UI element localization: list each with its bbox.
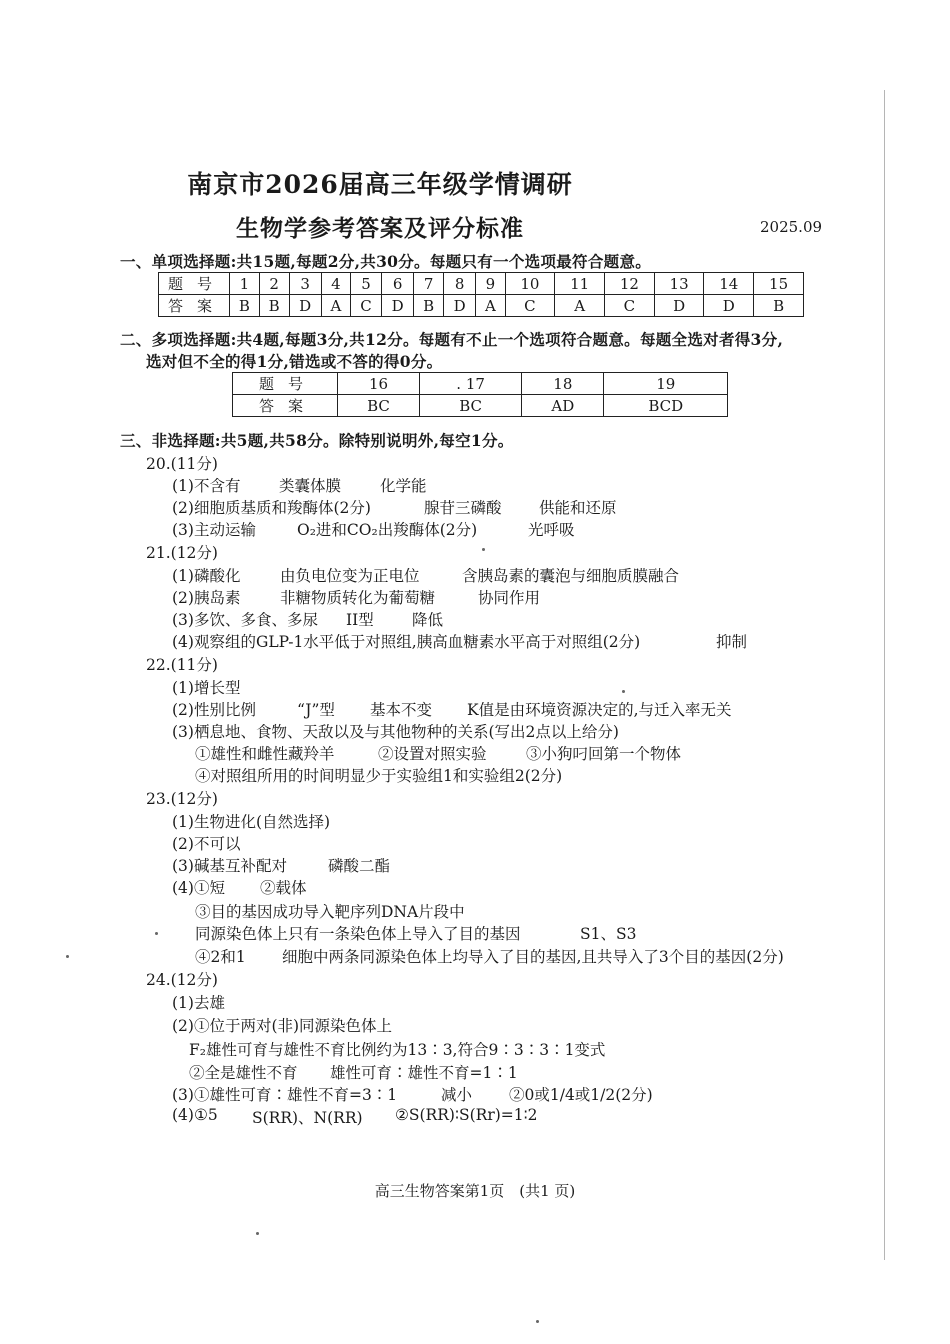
row-label-number: 题号 [159,273,230,295]
answer-text: (3)①雄性可育∶雄性不育=3∶1 [172,1086,398,1104]
question-number: 18 [522,373,604,395]
answer-text: 供能和还原 [539,499,617,517]
answer-text: II型 [346,611,374,629]
answer-text: K值是由环境资源决定的,与迁入率无关 [467,701,732,719]
answer-cell: A [321,295,350,317]
answer-text: 抑制 [716,633,748,651]
answer-text: S1、S3 [580,925,637,943]
question-number: 2 [259,273,289,295]
answer-cell: C [351,295,382,317]
answer-text: ③小狗叼回第一个物体 [526,745,682,763]
answer-text: ②载体 [260,879,307,897]
question-number: 10 [505,273,555,295]
answer-text: (1)磷酸化 [172,567,241,585]
answer-cell: B [230,295,260,317]
question-number: 8 [444,273,476,295]
document-date: 2025.09 [760,218,823,236]
question-number: 15 [754,273,804,295]
scan-speck [482,548,485,551]
answer-text: (3)主动运输 [172,521,256,539]
question-title: 23.(12分) [146,790,218,808]
table-row [233,373,728,395]
answer-text: ②0或1/4或1/2(2分) [509,1086,653,1104]
table-row [159,295,804,317]
answer-cell: D [381,295,413,317]
answer-text: ③目的基因成功导入靶序列DNA片段中 [195,903,465,921]
answer-text: 同源染色体上只有一条染色体上导入了目的基因 [195,925,521,943]
question-number: 7 [414,273,444,295]
question-number: 5 [351,273,382,295]
answer-text: 协同作用 [478,589,541,607]
answer-text: (2)①位于两对(非)同源染色体上 [172,1017,393,1035]
answer-text: 腺苷三磷酸 [424,499,502,517]
scan-speck [66,955,69,958]
answer-cell: D [444,295,476,317]
question-number: 1 [230,273,260,295]
answer-cell: D [654,295,704,317]
answer-text: 基本不变 [370,701,433,719]
table-row [159,273,804,295]
scan-speck [256,1232,259,1235]
answer-text: “J”型 [297,701,335,719]
answer-text: O₂进和CO₂出羧酶体(2分) [297,521,478,539]
answer-text: (2)细胞质基质和羧酶体(2分) [172,499,371,517]
answer-cell: C [605,295,655,317]
question-number: 11 [555,273,605,295]
row-label-answer: 答案 [233,395,338,417]
answer-text: ②全是雄性不育 [189,1064,298,1082]
question-number: 19 [604,373,728,395]
row-label-answer: 答案 [159,295,230,317]
scan-speck [622,690,625,693]
question-number: 3 [289,273,321,295]
answer-text: ②设置对照实验 [378,745,487,763]
question-number: 13 [654,273,704,295]
answer-text: ②S(RR)∶S(Rr)=1∶2 [395,1106,538,1124]
page-footer: 高三生物答案第1页 (共1 页) [374,1182,576,1200]
answer-cell: BC [420,395,522,417]
section1-heading: 一、单项选择题:共15题,每题2分,共30分。每题只有一个选项最符合题意。 [120,252,652,271]
page-subtitle: 生物学参考答案及评分标准 [236,215,524,242]
answer-text: (4)①短 [172,879,225,897]
answer-text: (3)碱基互补配对 [172,857,287,875]
multiple-choice-answer-table [232,372,728,417]
question-title: 21.(12分) [146,544,218,562]
answer-text: 细胞中两条同源染色体上均导入了目的基因,且共导入了3个目的基因(2分) [282,948,784,966]
answer-text: (4)观察组的GLP-1水平低于对照组,胰高血糖素水平高于对照组(2分) [172,633,641,651]
answer-text: (3)栖息地、食物、天敌以及与其他物种的关系(写出2点以上给分) [172,723,619,741]
question-number: 12 [605,273,655,295]
answer-text: 由负电位变为正电位 [280,567,420,585]
question-title: 20.(11分) [146,455,218,473]
answer-text: (1)不含有 [172,477,241,495]
answer-cell: BCD [604,395,728,417]
answer-text: 含胰岛素的囊泡与细胞质膜融合 [462,567,680,585]
answer-cell: D [704,295,754,317]
page-edge-line [884,90,885,1260]
answer-text: (1)生物进化(自然选择) [172,813,331,831]
answer-text: 非糖物质转化为葡萄糖 [280,589,436,607]
answer-text: 雄性可育∶雄性不育=1∶1 [330,1064,518,1082]
question-number: 16 [338,373,420,395]
answer-text: 光呼吸 [528,521,575,539]
answer-text: ④对照组所用的时间明显少于实验组1和实验组2(2分) [195,767,563,785]
answer-cell: D [289,295,321,317]
answer-cell: AD [522,395,604,417]
page-title: 南京市2026届高三年级学情调研 [187,170,573,199]
scan-speck [155,932,158,935]
question-number: 14 [704,273,754,295]
section2-heading-line2: 选对但不全的得1分,错选或不答的得0分。 [146,352,443,371]
answer-text: ①雄性和雌性藏羚羊 [195,745,335,763]
answer-cell: B [259,295,289,317]
answer-text: ④2和1 [195,948,246,966]
answer-text: 磷酸二酯 [328,857,391,875]
answer-cell: C [505,295,555,317]
row-label-number: 题号 [233,373,338,395]
answer-cell: BC [338,395,420,417]
answer-text: (2)不可以 [172,835,241,853]
answer-cell: B [414,295,444,317]
answer-text: (3)多饮、多食、多尿 [172,611,318,629]
answer-cell: A [555,295,605,317]
answer-text: 类囊体膜 [279,477,342,495]
question-number: 6 [381,273,413,295]
answer-cell: A [476,295,505,317]
question-title: 24.(12分) [146,971,218,989]
answer-text: (1)增长型 [172,679,241,697]
answer-text: F₂雄性可育与雄性不育比例约为13∶3,符合9∶3∶3∶1变式 [189,1041,606,1059]
single-choice-answer-table [158,272,804,317]
answer-text: 减小 [441,1086,473,1104]
question-number: 4 [321,273,350,295]
question-number: . 17 [420,373,522,395]
answer-text: (4)①5 [172,1106,218,1124]
section2-heading-line1: 二、多项选择题:共4题,每题3分,共12分。每题有不止一个选项符合题意。每题全选对者得3分, [120,330,784,349]
answer-text: 化学能 [380,477,427,495]
answer-text: (2)胰岛素 [172,589,241,607]
answer-cell: B [754,295,804,317]
answer-text: 降低 [412,611,444,629]
scan-speck [536,1320,539,1323]
table-row [233,395,728,417]
answer-text: S(RR)、N(RR) [252,1109,363,1127]
section3-heading: 三、非选择题:共5题,共58分。除特别说明外,每空1分。 [120,431,514,450]
question-number: 9 [476,273,505,295]
question-title: 22.(11分) [146,656,218,674]
answer-text: (1)去雄 [172,994,225,1012]
answer-text: (2)性别比例 [172,701,256,719]
